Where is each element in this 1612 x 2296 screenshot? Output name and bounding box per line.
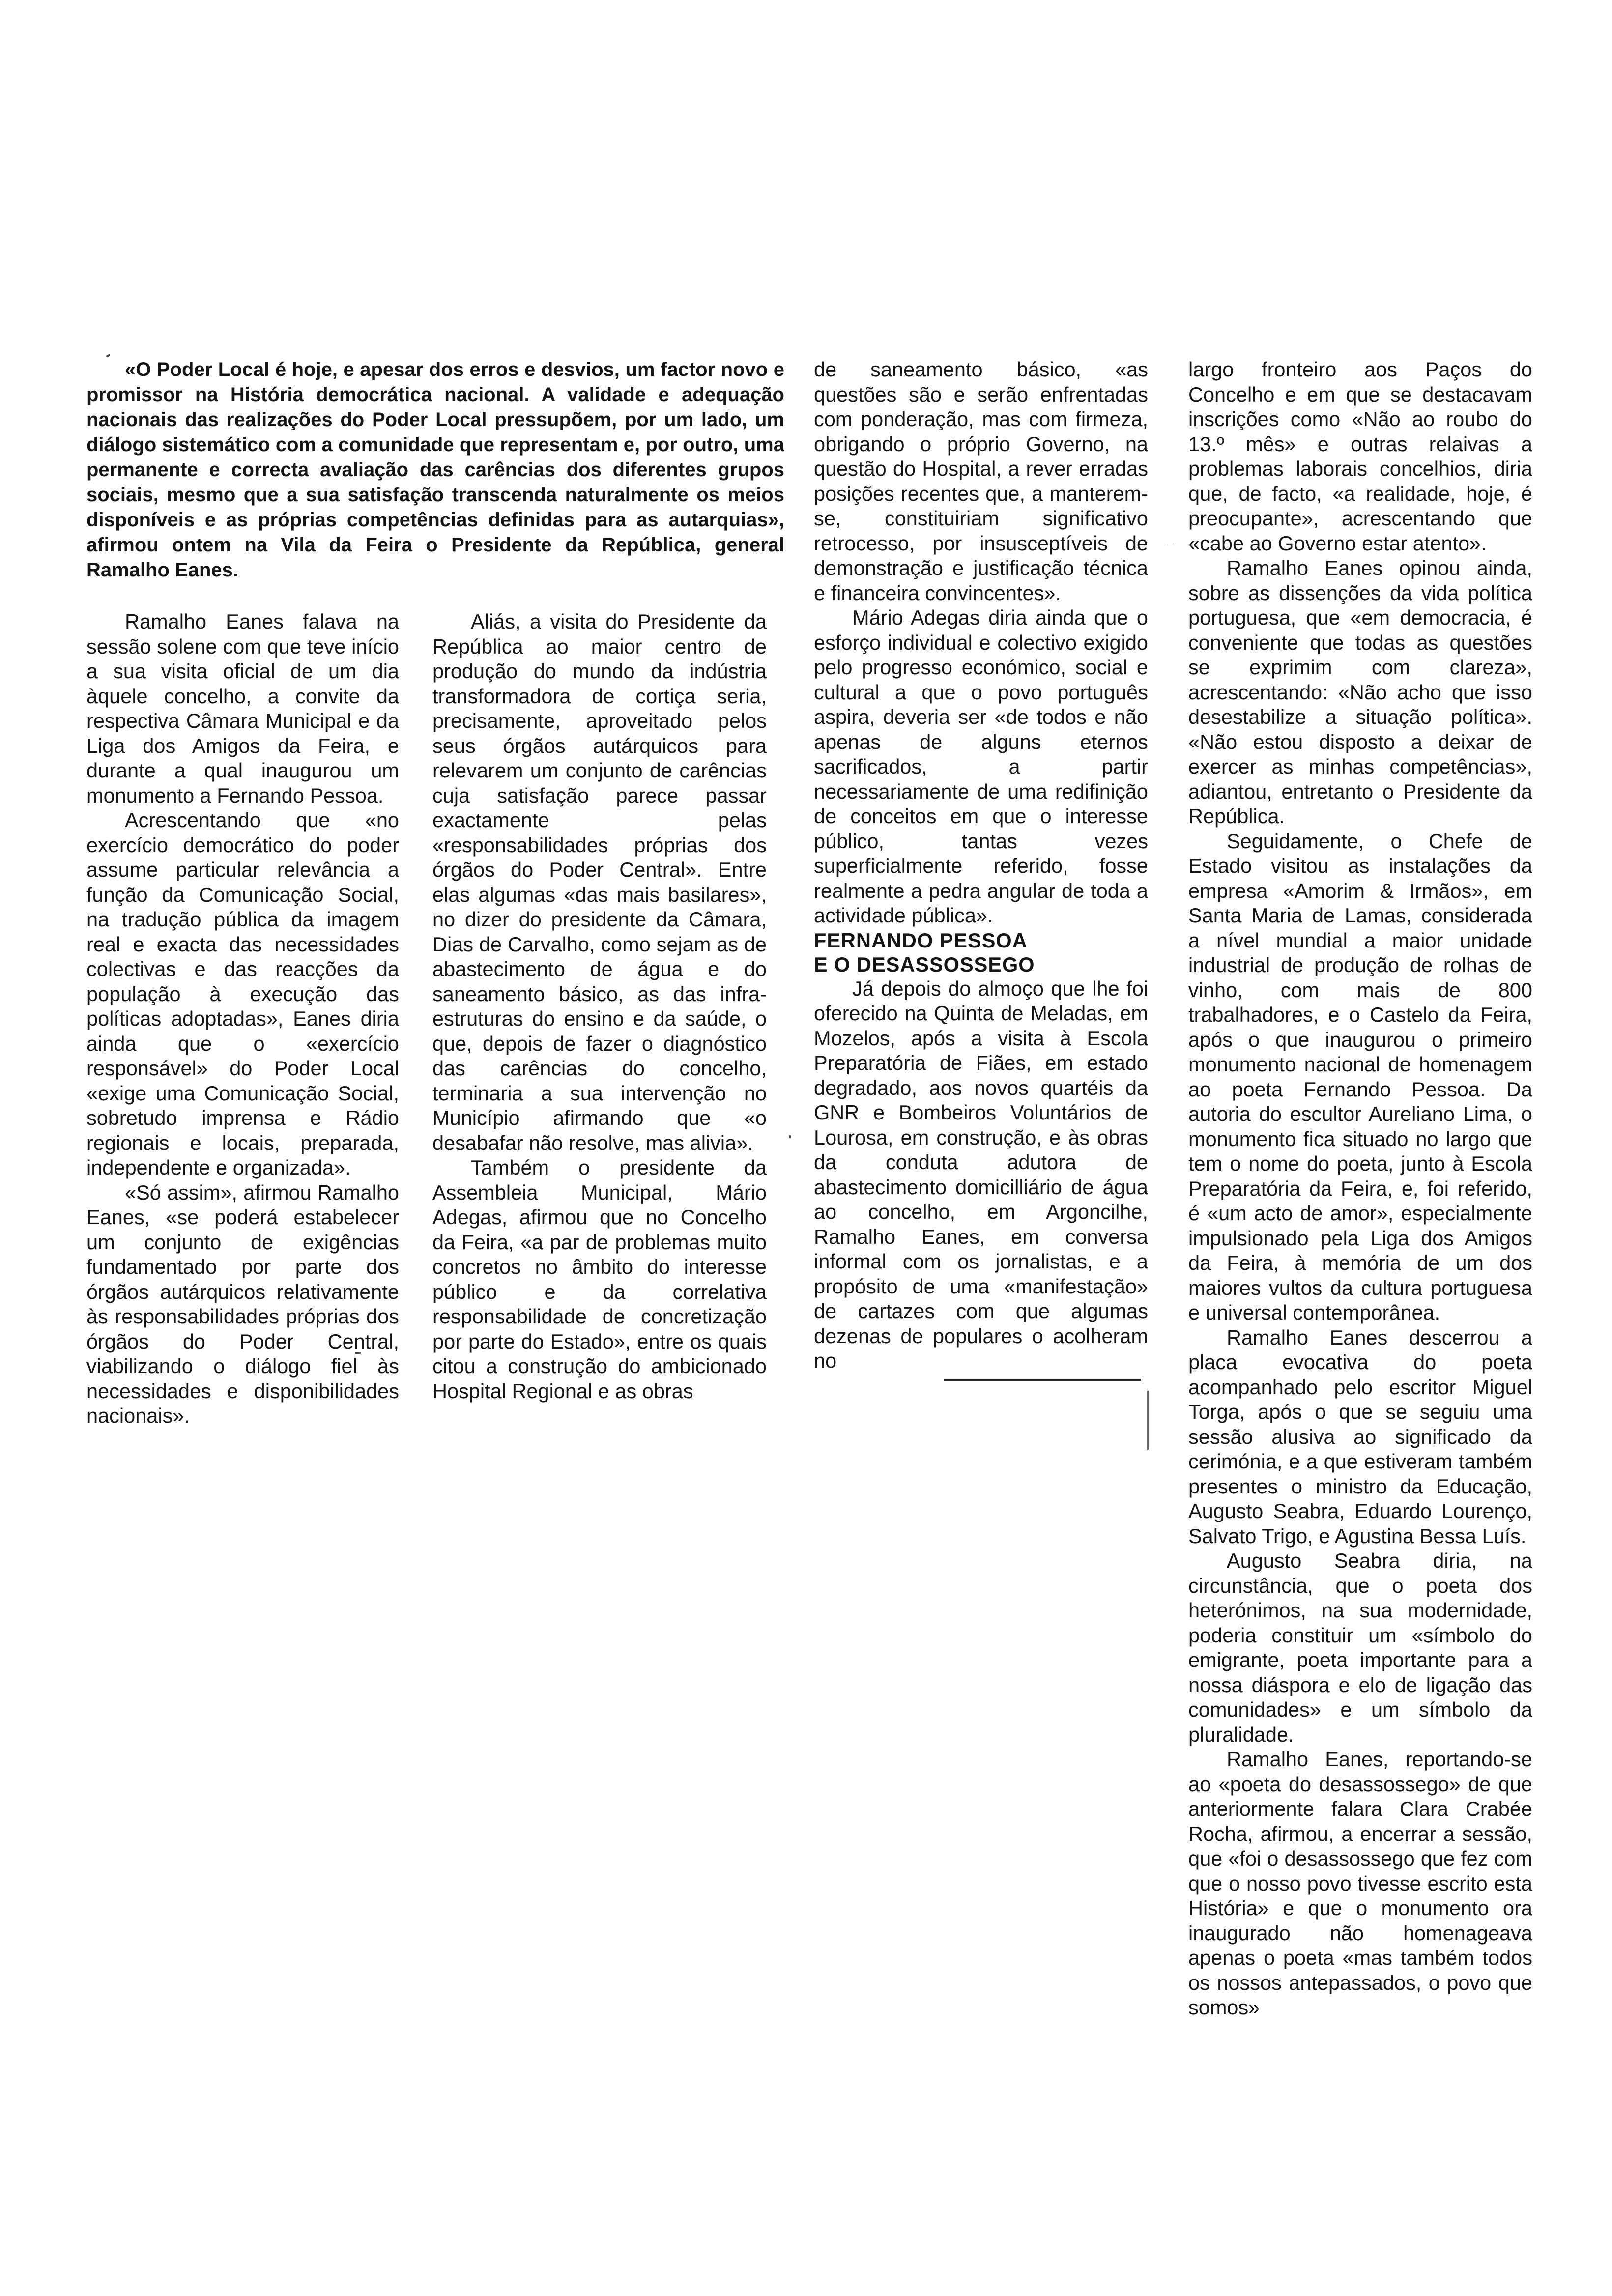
paragraph: Mário Adegas diria ainda que o esforço individual e colectivo exigido pelo progresso económico, social e cultural a que o povo português aspira, deveria ser «de todos e não apenas de alguns eternos sacrificados, a partir necessariamente de uma redifinição de conceitos em que o interesse público, tantas vezes superficialmente referido, fosse realmente a pedra angular de toda a actividade pública».: [814, 606, 1148, 927]
horizontal-rule: [944, 1379, 1141, 1381]
column-4: [1188, 357, 1532, 2020]
subhead-line-1: FERNANDO PESSOA: [814, 928, 1028, 952]
paragraph: Augusto Seabra diria, na circunstância, que o poeta dos heterónimos, na sua modernidade, poderia constituir um «símbolo do emigrante, poeta importante para a nossa diáspora e elo de ligação das comunidades» e um símbolo da pluralidade.: [1188, 1549, 1532, 1746]
print-speck: [789, 1135, 791, 1138]
column-3: [814, 357, 1148, 1374]
lead-paragraph: «O Poder Local é hoje, e apesar dos erros e desvios, um factor novo e promissor na História democrática nacional. A validade e adequação nacionais das realizações do Poder Local pressupõem, por um lado, um diálogo sistemático com a comunidade que representam e, por outro, uma permanente e correcta avaliação das carências dos diferentes grupos sociais, mesmo que a sua satisfação transcenda naturalmente os meios disponíveis e as próprias competências definidas para as autarquias», afirmou ontem na Vila da Feira o Presidente da República, general Ramalho Eanes.: [86, 359, 784, 581]
section-subhead: [814, 928, 1148, 976]
paragraph: Aliás, a visita do Presidente da República ao maior centro de produção do mundo da indústria transformadora de cortiça seria, precisamente, aproveitado pelos seus órgãos autárquicos para relevarem um conjunto de carências cuja satisfação parece passar exactamente pelas «responsabilidades próprias dos órgãos do Poder Central». Entre elas algumas «das mais basilares», no dizer do presidente da Câmara, Dias de Carvalho, como sejam as de abastecimento de água e do saneamento básico, as das infra-estruturas do ensino e da saúde, o que, depois de fazer o diagnóstico das carências do concelho, terminaria a sua intervenção no Município afirmando que «o desabafar não resolve, mas alivia».: [432, 610, 767, 1154]
paragraph: Seguidamente, o Chefe de Estado visitou as instalações da empresa «Amorim & Irmãos», em Santa Maria de Lamas, considerada a nível mundial a maior unidade industrial de produção de rolhas de vinho, com mais de 800 trabalhadores, e o Castelo da Feira, após o que inaugurou o primeiro monumento nacional de homenagem ao poeta Fernando Pessoa. Da autoria do escultor Aureliano Lima, o monumento fica situado no largo que tem o nome do poeta, junto à Escola Preparatória da Feira, e, foi referido, é «um acto de amor», especialmente impulsionado pela Liga dos Amigos da Feira, à memória de um dos maiores vultos da cultura portuguesa e universal contemporânea.: [1188, 829, 1532, 1324]
column-1: [86, 609, 399, 1429]
print-speck: [355, 1352, 361, 1354]
paragraph: Ramalho Eanes falava na sessão solene com que teve início a sua visita oficial de um dia àquele concelho, a convite da respectiva Câmara Municipal e da Liga dos Amigos da Feira, e durante a qual inaugurou um monumento a Fernando Pessoa.: [86, 610, 399, 807]
paragraph: Ramalho Eanes, reportando-se ao «poeta do desassossego» de que anteriormente falara Clara Crabée Rocha, afirmou, a encerrar a sessão, que «foi o desassossego que fez com que o nosso povo tivesse escrito esta História» e que o monumento ora inaugurado não homenageava apenas o poeta «mas também todos os nossos antepassados, o povo que somos»: [1188, 1748, 1532, 2019]
column-2: [432, 609, 767, 1404]
paragraph: de saneamento básico, «as questões são e serão enfrentadas com ponderação, mas com firmeza, obrigando o próprio Governo, na questão do Hospital, a rever erradas posições recentes que, a manterem-se, constituiriam significativo retrocesso, por insusceptíveis de demonstração e justificação técnica e financeira convincentes».: [814, 358, 1148, 604]
paragraph: Também o presidente da Assembleia Municipal, Mário Adegas, afirmou que no Concelho da Feira, «a par de problemas muito concretos no âmbito do interesse público e da correlativa responsabilidade de concretização por parte do Estado», entre os quais citou a construção do ambicionado Hospital Regional e as obras: [432, 1156, 767, 1403]
paragraph: largo fronteiro aos Paços do Concelho e em que se destacavam inscrições como «Não ao roubo do 13.º mês» e outras relaivas a problemas laborais concelhios, diria que, de facto, «a realidade, hoje, é preocupante», acrescentando que «cabe ao Governo estar atento».: [1188, 358, 1532, 555]
paragraph: Ramalho Eanes descerrou a placa evocativa do poeta acompanhado pelo escritor Miguel Torga, após o que se seguiu uma sessão alusiva ao significado da cerimónia, e a que estiveram também presentes o ministro da Educação, Augusto Seabra, Eduardo Lourenço, Salvato Trigo, e Agustina Bessa Luís.: [1188, 1325, 1532, 1548]
paragraph: Acrescentando que «no exercício democrático do poder assume particular relevância a função da Comunicação Social, na tradução pública da imagem real e exacta das necessidades colectivas e das reacções da população à execução das políticas adoptadas», Eanes diria ainda que o «exercício responsável» do Poder Local «exige uma Comunicação Social, sobretudo imprensa e Rádio regionais e locais, preparada, independente e organizada».: [86, 808, 399, 1179]
paragraph: Ramalho Eanes opinou ainda, sobre as dissenções da vida política portuguesa, que «em democracia, é conveniente que todas as questões se exprimim com clareza», acrescentando: «Não acho que isso desestabilize a situação política». «Não estou disposto a deixar de exercer as minhas competências», adiantou, entretanto o Presidente da República.: [1188, 556, 1532, 828]
paragraph: «Só assim», afirmou Ramalho Eanes, «se poderá estabelecer um conjunto de exigências fundamentado por parte dos órgãos autárquicos relativamente às responsabilidades próprias dos órgãos do Poder Central, viabilizando o diálogo fiel às necessidades e disponibilidades nacionais».: [86, 1180, 399, 1427]
vertical-rule: [1147, 1391, 1149, 1450]
subhead-line-2: E O DESASSOSSEGO: [814, 952, 1035, 976]
paragraph: Já depois do almoço que lhe foi oferecido na Quinta de Meladas, em Mozelos, após a visita à Escola Preparatória de Fiães, em estado degradado, aos novos quartéis da GNR e Bombeiros Voluntários de Lourosa, em construção, e às obras da conduta adutora de abastecimento domicilliário de água ao concelho, em Argoncilhe, Ramalho Eanes, em conversa informal com os jornalistas, e a propósito de uma «manifestação» de cartazes com que algumas dezenas de populares o acolheram no: [814, 976, 1148, 1372]
